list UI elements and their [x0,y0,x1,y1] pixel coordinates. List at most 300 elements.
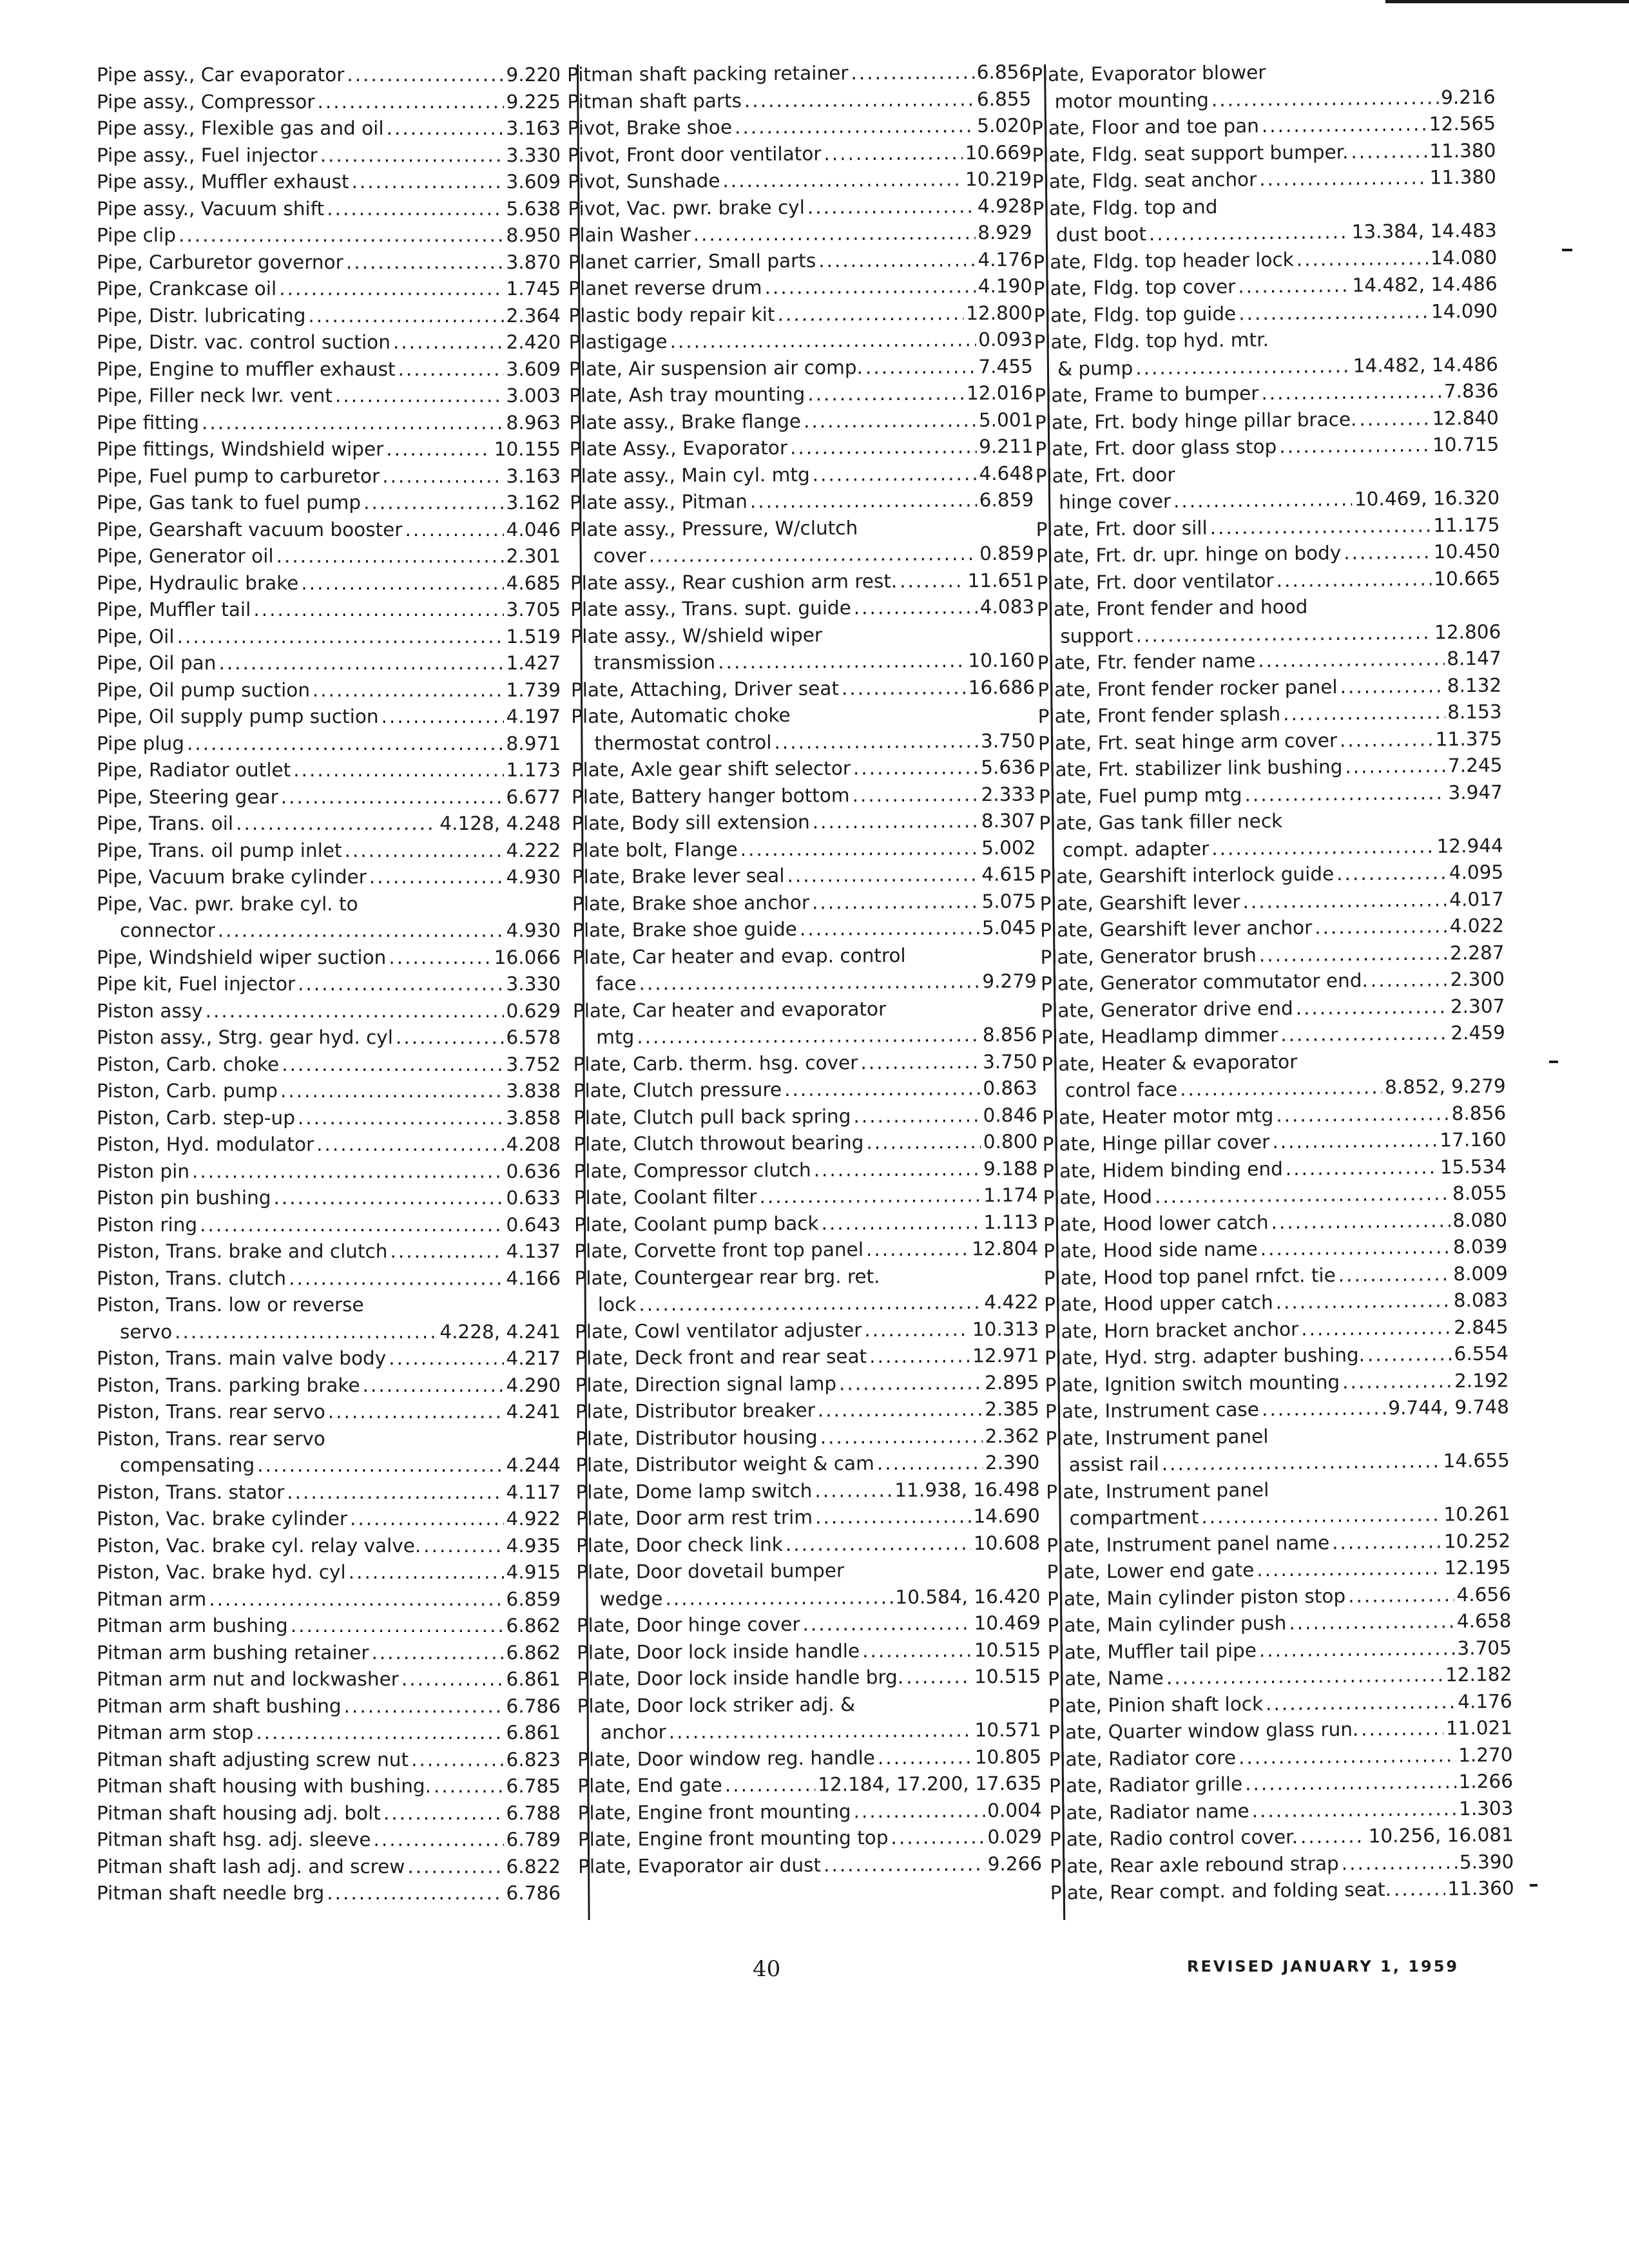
entry-name: Plate, Fldg. seat support bumper. [1032,140,1349,166]
entry-reference: 3.705 [1457,1636,1512,1659]
entry-name: Plastic body repair kit [568,303,775,327]
entry-reference: 8.055 [1452,1182,1507,1205]
dot-leader [346,249,504,276]
index-entry [571,701,1035,757]
entry-reference: 12.182 [1445,1663,1512,1686]
dot-leader [818,247,975,274]
entry-name: Pitman arm bushing [97,1615,288,1637]
entry-reference: 1.739 [506,678,561,701]
entry-line [97,1052,561,1079]
entry-reference: 2.362 [985,1425,1040,1447]
entry-name: Plate, Hood top panel rnfct. tie [1043,1264,1336,1289]
dot-leader [317,89,503,116]
entry-line [568,220,1032,249]
entry-reference: 11.375 [1435,727,1503,750]
entry-name: Plate, Frt. door sill [1036,516,1208,541]
dot-leader [839,1370,982,1398]
index-entry [1045,1394,1509,1425]
dot-leader [814,1156,981,1184]
entry-line [97,1559,561,1586]
entry-first-line [97,891,561,918]
index-entry [97,1131,561,1158]
entry-line [97,811,561,838]
dot-leader [236,811,437,838]
entry-reference: 11.360 [1447,1877,1514,1900]
dot-leader [639,1289,981,1318]
entry-name: Plate, Door hinge cover [576,1613,800,1637]
entry-line [574,1155,1037,1185]
entry-name: Pipe, Distr. vac. control suction [97,331,390,353]
entry-name: Plate, Brake shoe guide [572,918,798,941]
entry-name: Pitman shaft adjusting screw nut [97,1748,409,1771]
entry-reference: 2.364 [506,304,561,327]
dot-leader [820,1423,983,1451]
index-entry [97,410,561,437]
entry-reference: 10.256, 16.081 [1368,1823,1514,1847]
dot-leader [187,731,504,758]
entry-name: Piston, Carb. choke [97,1053,280,1075]
entry-line [572,888,1036,918]
entry-name: Plate, Hyd. strg. adapter bushing. [1044,1343,1365,1369]
dot-leader [1338,1261,1451,1289]
entry-line [97,624,561,651]
entry-line [567,86,1031,115]
entry-line [570,460,1034,490]
entry-reference: 2.459 [1451,1021,1505,1044]
index-entry [577,1637,1041,1666]
entry-reference: 4.422 [984,1291,1039,1314]
entry-reference: 7.836 [1443,380,1499,403]
index-entry [97,1880,561,1907]
entry-reference: 6.862 [506,1641,561,1664]
entry-line [569,353,1033,383]
entry-line [569,380,1033,410]
entry-reference: 6.859 [979,488,1034,512]
entry-reference: 2.845 [1453,1315,1509,1338]
entry-name: Pipe assy., Vacuum shift [97,197,325,220]
dot-leader [381,704,504,731]
entry-reference: 3.609 [506,171,561,193]
entry-name: Plate, Fldg. top cover [1033,275,1236,300]
entry-reference: 4.217 [506,1347,561,1369]
index-entry [574,1129,1037,1158]
dot-leader [862,1637,972,1665]
index-entry [97,490,561,517]
entry-line [1036,565,1500,597]
entry-reference: 12.016 [966,381,1034,405]
entry-name: Piston, Trans. stator [97,1481,285,1503]
index-entry [575,1423,1039,1452]
margin-mark [1530,1884,1537,1887]
index-entry [97,1105,561,1132]
entry-line [576,1530,1040,1559]
entry-name: Plate, Name [1048,1666,1164,1690]
entry-name: Plate, Pinion shaft lock [1048,1692,1264,1717]
dot-leader [192,1158,504,1186]
entry-name: Pitman arm [97,1588,207,1610]
entry-name: Plate, Instrument panel name [1046,1531,1330,1557]
dot-leader [1260,1234,1451,1263]
entry-reference: 3.330 [506,144,561,166]
entry-reference: 8.083 [1453,1289,1509,1312]
entry-name: Piston, Trans. rear servo [97,1427,325,1450]
entry-name: Plate, Horn bracket anchor [1044,1318,1299,1343]
entry-name: Plate, Clutch pull back spring [573,1104,851,1129]
entry-name: Plate, Coolant pump back [574,1212,819,1236]
dot-leader [374,1827,504,1854]
dot-leader [786,1530,971,1558]
entry-line [97,570,561,597]
entry-reference: 5.020 [977,114,1032,137]
entry-name: Plate, Deck front and rear seat [575,1345,867,1369]
dot-leader [206,998,504,1025]
dot-leader [1242,887,1447,916]
entry-line [575,1396,1039,1426]
dot-leader [802,1610,971,1638]
dot-leader [1166,1662,1443,1691]
index-entry [572,861,1036,891]
dot-leader [1211,84,1439,113]
entry-name: Plate, Battery hanger bottom [571,783,850,808]
entry-name: Plate, Hidem binding end [1042,1157,1283,1182]
entry-reference: 10.571 [974,1718,1041,1742]
entry-name: Plate, Gas tank filler neck [1039,809,1283,834]
entry-reference: 8.929 [978,221,1032,244]
index-entry [568,246,1032,276]
entry-name: Planet carrier, Small parts [568,249,816,273]
entry-name: Pipe, Trans. oil pump inlet [97,839,342,861]
entry-continuation: face [595,972,637,995]
entry-reference: 3.163 [506,117,561,139]
index-entry [572,754,1036,784]
dot-leader [257,1452,503,1479]
dot-leader [851,59,974,87]
entry-reference: 11.651 [967,569,1035,591]
entry-name: Pivot, Brake shoe [567,116,733,139]
index-entry [1039,779,1503,811]
entry-reference: 8.147 [1447,647,1501,670]
entry-reference: 1.427 [506,652,561,674]
entry-name: Piston pin [97,1160,190,1182]
dot-leader [1340,726,1433,754]
entry-line [97,62,561,89]
index-entry [577,1771,1041,1800]
entry-line [97,731,561,758]
index-entry [1035,431,1499,463]
entry-name: Pipe assy., Compressor [97,90,315,113]
index-entry [568,300,1032,329]
entry-reference: 3.705 [506,599,561,620]
entry-name: Plate, Axle gear shift selector [571,757,851,781]
entry-reference: 8.080 [1452,1208,1508,1231]
entry-reference: 2.192 [1454,1369,1509,1392]
entry-name: Plate, Fldg. top hyd. mtr. [1034,329,1269,353]
dot-leader [280,1078,504,1105]
entry-line [568,273,1032,303]
entry-line [97,356,561,383]
entry-line [97,410,561,437]
index-entry [573,1048,1037,1078]
dot-leader [276,543,504,570]
dot-leader [824,140,962,168]
dot-leader [1173,486,1352,515]
entry-reference: 10.805 [974,1745,1042,1768]
entry-name: Plate, Radiator name [1049,1800,1249,1824]
index-entry [569,380,1033,410]
entry-reference: 10.665 [1434,566,1501,590]
entry-line [578,1824,1042,1854]
index-entry [570,567,1034,597]
entry-line [568,300,1032,329]
entry-name: Pipe, Fuel pump to carburetor [97,465,380,487]
dot-leader [369,864,504,891]
entry-continuation-line [573,968,1037,998]
entry-reference: 1.519 [506,625,561,648]
index-entry [97,971,561,998]
entry-continuation-line [571,727,1035,757]
entry-continuation: compensating [120,1454,255,1476]
index-column-1 [97,62,561,1930]
entry-reference: 0.846 [983,1104,1038,1126]
index-entry [97,677,561,704]
entry-name: Plate, Headlamp dimmer [1041,1024,1278,1048]
entry-reference: 5.045 [981,916,1037,939]
entry-line [97,784,561,811]
entry-line [568,246,1032,276]
entry-name: Plate, Gearshift lever anchor [1039,916,1313,941]
index-entry [97,276,561,303]
entry-name: Pitman shaft needle brg [97,1882,325,1904]
dot-leader [298,1105,504,1132]
index-entry [97,1265,561,1293]
index-entry [97,222,561,249]
entry-line [97,249,561,276]
index-entry [97,517,561,544]
dot-leader [759,1182,981,1211]
dot-leader [352,169,504,196]
entry-line [97,142,561,169]
index-entry [97,1533,561,1560]
entry-name: Plate, Front fender splash [1037,703,1281,727]
entry-reference: 10.715 [1432,433,1499,456]
entry-continuation-line [97,1319,561,1346]
entry-name: Piston, Trans. rear servo [97,1401,325,1423]
entry-name: Plate, Engine front mounting top [577,1827,889,1850]
entry-line [97,276,561,303]
entry-reference: 4.244 [506,1454,561,1476]
entry-line [567,59,1031,89]
dot-leader [313,677,504,704]
entry-line [97,1078,561,1105]
index-entry [572,915,1036,945]
dot-leader [253,597,503,624]
entry-reference: 12.565 [1429,112,1496,135]
dot-leader [1271,1207,1450,1236]
entry-continuation: motor mounting [1054,88,1210,113]
index-entry [572,834,1036,864]
index-entry [570,487,1034,517]
index-entry [97,1854,561,1881]
dot-leader [1342,1368,1452,1396]
dot-leader [363,490,503,517]
entry-reference: 9.220 [506,64,561,86]
dot-leader [693,220,976,248]
entry-reference: 1.303 [1458,1796,1514,1820]
dot-leader [1257,1555,1441,1584]
dot-leader [372,1640,504,1667]
entry-reference: 3.752 [506,1053,561,1075]
dot-leader [382,463,503,490]
entry-reference: 2.333 [981,783,1036,805]
entry-continuation-line [577,1717,1041,1747]
entry-line [97,1479,561,1506]
entry-line [97,971,561,998]
entry-name: Pivot, Vac. pwr. brake cyl [568,196,805,220]
dot-leader [1286,1154,1438,1182]
entry-line [570,434,1034,463]
dot-leader [1275,1287,1451,1316]
dot-leader [1135,352,1351,381]
dot-leader [389,945,491,972]
dot-leader [1239,1742,1456,1771]
entry-continuation: thermostat control [594,731,772,754]
dot-leader [398,356,504,383]
entry-reference: 5.075 [981,890,1037,912]
entry-reference: 5.390 [1459,1850,1514,1873]
entry-reference: 11.175 [1433,513,1500,537]
entry-reference: 4.915 [506,1561,561,1583]
entry-reference: 0.633 [506,1187,561,1209]
entry-name: Piston, Trans. main valve body [97,1347,387,1369]
index-entry [576,1503,1040,1533]
entry-reference: 10.469 [974,1611,1041,1635]
entry-reference: 8.039 [1452,1235,1508,1258]
dot-leader [1259,940,1448,969]
entry-line [97,650,561,677]
entry-reference: 0.004 [987,1799,1042,1821]
entry-line [577,1637,1041,1666]
entry-name: Plate, Instrument panel [1045,1425,1269,1450]
entry-reference: 10.469, 16.320 [1354,486,1500,510]
dot-leader [744,86,974,115]
entry-reference: 6.855 [976,88,1032,110]
entry-name: Plate assy., W/shield wiper [570,624,823,648]
entry-continuation: mtg [596,1026,635,1048]
entry-reference: 6.861 [506,1668,561,1690]
index-entry [97,303,561,330]
dot-leader [1262,111,1427,140]
index-entry [574,1209,1038,1238]
entry-name: Plate, Door check link [575,1533,783,1557]
entry-reference: 9.279 [982,970,1037,993]
dot-leader [178,222,504,249]
entry-reference: 2.287 [1449,941,1505,964]
entry-reference: 16.686 [968,676,1036,698]
entry-reference: 9.225 [506,90,561,113]
entry-name: Pipe, Gas tank to fuel pump [97,492,361,514]
dot-leader [777,300,963,328]
entry-reference: 5.636 [981,756,1036,779]
entry-name: Pipe, Crankcase oil [97,278,277,300]
entry-reference: 12.800 [966,302,1033,324]
entry-name: Planet reverse drum [568,276,762,300]
index-entry [97,249,561,276]
entry-name: Plate, Brake shoe anchor [572,891,810,915]
dot-leader [764,273,975,301]
index-entry [574,1075,1037,1105]
index-entry [574,1182,1038,1212]
entry-reference: 6.822 [506,1855,561,1878]
dot-leader [1135,619,1432,649]
entry-name: Piston, Carb. step-up [97,1106,295,1129]
entry-name: Plate, Fldg. top guide [1033,302,1237,327]
dot-leader [1342,1849,1458,1877]
entry-name: Plate, Coolant filter [574,1186,757,1209]
dot-leader [1149,219,1349,248]
entry-name: Plate, Body sill extension [572,811,810,834]
entry-line [97,169,561,196]
dot-leader [1251,1796,1456,1825]
entry-reference: 4.176 [978,248,1032,271]
entry-line [578,1850,1042,1880]
entry-reference: 12.804 [971,1237,1039,1260]
entry-name: Plate, Heater motor mtg [1041,1104,1274,1129]
entry-reference: 4.685 [506,572,561,594]
index-entry [97,1052,561,1079]
entry-continuation-line [573,1022,1037,1052]
entry-reference: 2.385 [985,1398,1039,1421]
dot-leader [1238,273,1350,300]
dot-leader [202,410,504,437]
entry-reference: 5.001 [978,408,1034,431]
entry-reference: 6.789 [506,1829,561,1850]
dot-leader [784,1075,980,1103]
index-column-2 [567,59,1043,1930]
entry-reference: 1.266 [1458,1770,1514,1793]
entry-name: Plate, Fldg. top and [1032,195,1218,220]
entry-name: Plate, Generator drive end [1041,997,1293,1022]
dot-leader [637,1022,980,1051]
entry-name: Plate, End gate [577,1774,722,1797]
entry-reference: 8.856 [1451,1101,1507,1124]
entry-line [570,594,1034,624]
dot-leader [383,1800,504,1827]
entry-continuation: lock [597,1293,637,1316]
entry-reference: 6.861 [506,1722,561,1744]
dot-leader [291,1613,504,1640]
entry-name: Piston assy [97,999,203,1022]
entry-reference: 3.947 [1448,780,1503,803]
entry-name: Plate, Radio control cover. [1049,1825,1298,1850]
dot-leader [347,62,503,89]
index-entry [1034,298,1498,329]
index-entry [97,1399,561,1426]
dot-leader [175,1319,437,1346]
entry-name: Pipe assy., Muffler exhaust [97,171,349,193]
dot-leader [1162,1448,1441,1477]
entry-name: Plate, Door lock striker adj. & [577,1693,856,1717]
entry-reference: 13.384, 14.483 [1351,219,1497,243]
entry-line [97,1666,561,1693]
entry-reference: 12.971 [972,1344,1039,1367]
entry-continuation: cover [593,544,646,567]
entry-line [97,1212,561,1239]
entry-name: Plate, Compressor clutch [574,1158,811,1182]
entry-reference: 4.128, 4.248 [439,812,561,834]
entry-name: Pitman shaft lash adj. and screw [97,1855,405,1878]
entry-reference: 6.554 [1454,1342,1509,1365]
entry-name: Plate, Frt. stabilizer link bushing [1038,755,1343,781]
